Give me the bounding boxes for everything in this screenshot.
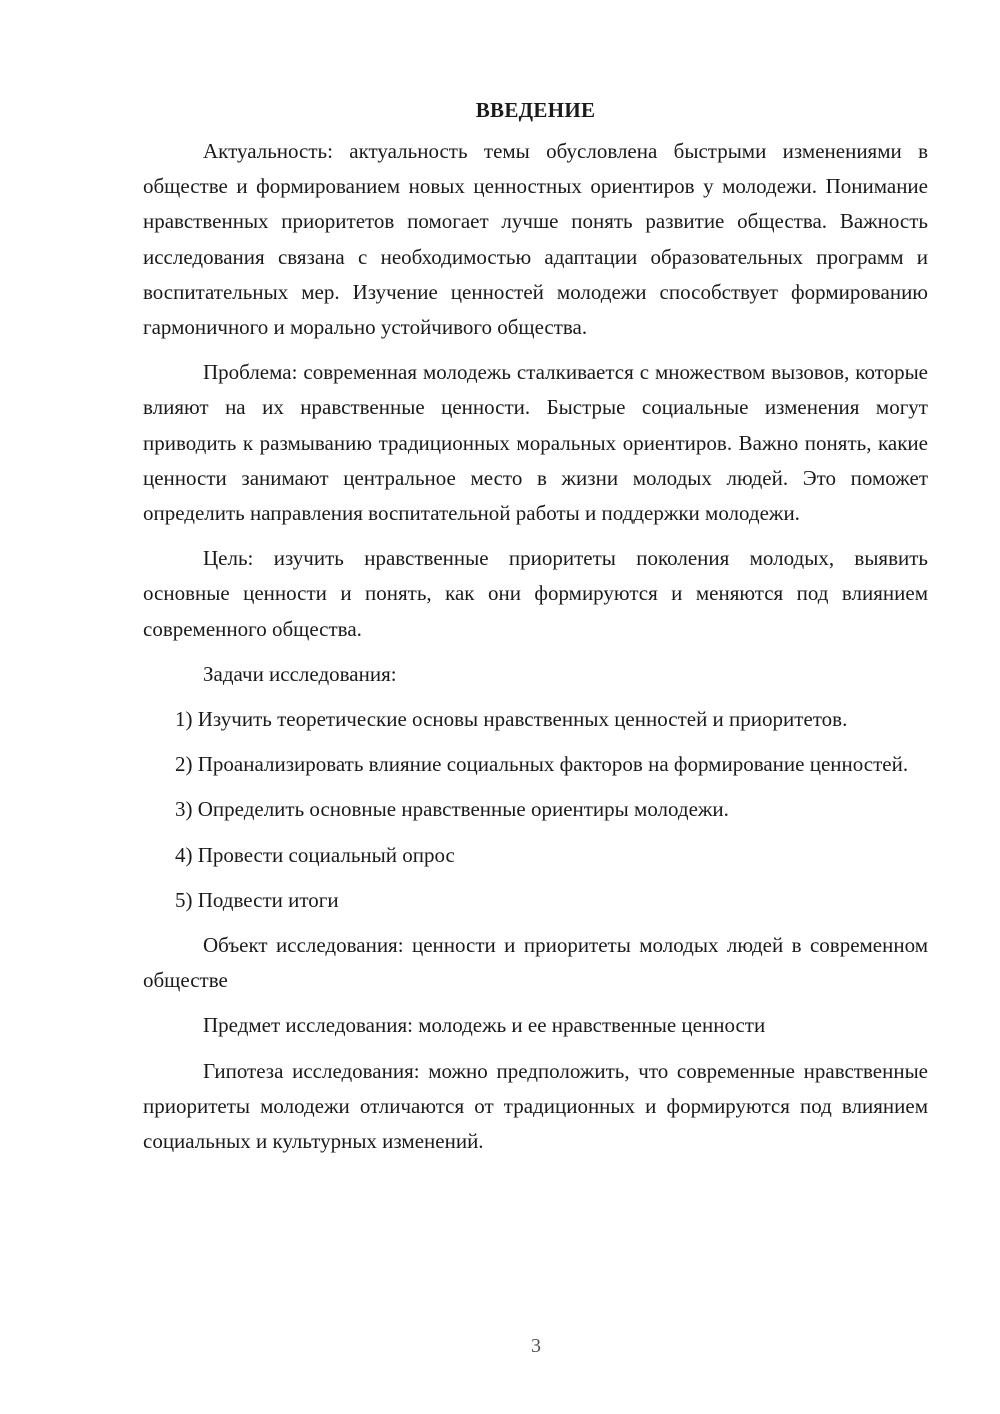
task-item-5: 5) Подвести итоги bbox=[175, 887, 339, 912]
task-item-1: 1) Изучить теоретические основы нравственных ценностей и приоритетов. bbox=[175, 707, 848, 732]
tasks-list bbox=[143, 702, 928, 918]
task-item-3: 3) Определить основные нравственные ориентиры молодежи. bbox=[175, 797, 729, 822]
problem-paragraph: Проблема: современная молодежь сталкивается с множеством вызовов, которые влияют на их нравственные ценности. Быстрые социальные изменения могут приводить к размыванию традиционных моральных ориентиров. Важно понять, какие ценности занимают центральное место в жизни молодых людей. Это поможет определить направления воспитательной работы и поддержки молодежи. bbox=[143, 360, 928, 526]
hypothesis-paragraph: Гипотеза исследования: можно предположить, что современные нравственные приоритеты молодежи отличаются от традиционных и формируются под влиянием социальных и культурных изменений. bbox=[143, 1058, 928, 1154]
document-page bbox=[143, 94, 928, 1159]
task-item-2: 2) Проанализировать влияние социальных факторов на формирование ценностей. bbox=[175, 752, 909, 777]
page-number: 3 bbox=[531, 1335, 541, 1357]
relevance-paragraph: Актуальность: актуальность темы обусловлена быстрыми изменениями в обществе и формированием новых ценностных ориентиров у молодежи. Понимание нравственных приоритетов помогает лучше понять развитие общества. Важность исследования связана с необходимостью адаптации образовательных программ и воспитательных мер. Изучение ценностей молодежи способствует формированию гармоничного и морально устойчивого общества. bbox=[143, 139, 928, 340]
goal-paragraph: Цель: изучить нравственные приоритеты поколения молодых, выявить основные ценности и понять, как они формируются и меняются под влиянием современного общества. bbox=[143, 546, 928, 641]
research-subject-paragraph: Предмет исследования: молодежь и ее нравственные ценности bbox=[203, 1013, 766, 1038]
page-title: ВВЕДЕНИЕ bbox=[475, 98, 596, 122]
research-object-paragraph: Объект исследования: ценности и приоритеты молодых людей в современном обществе bbox=[143, 933, 928, 993]
tasks-heading: Задачи исследования: bbox=[203, 661, 397, 686]
task-item-4: 4) Провести социальный опрос bbox=[175, 842, 455, 867]
